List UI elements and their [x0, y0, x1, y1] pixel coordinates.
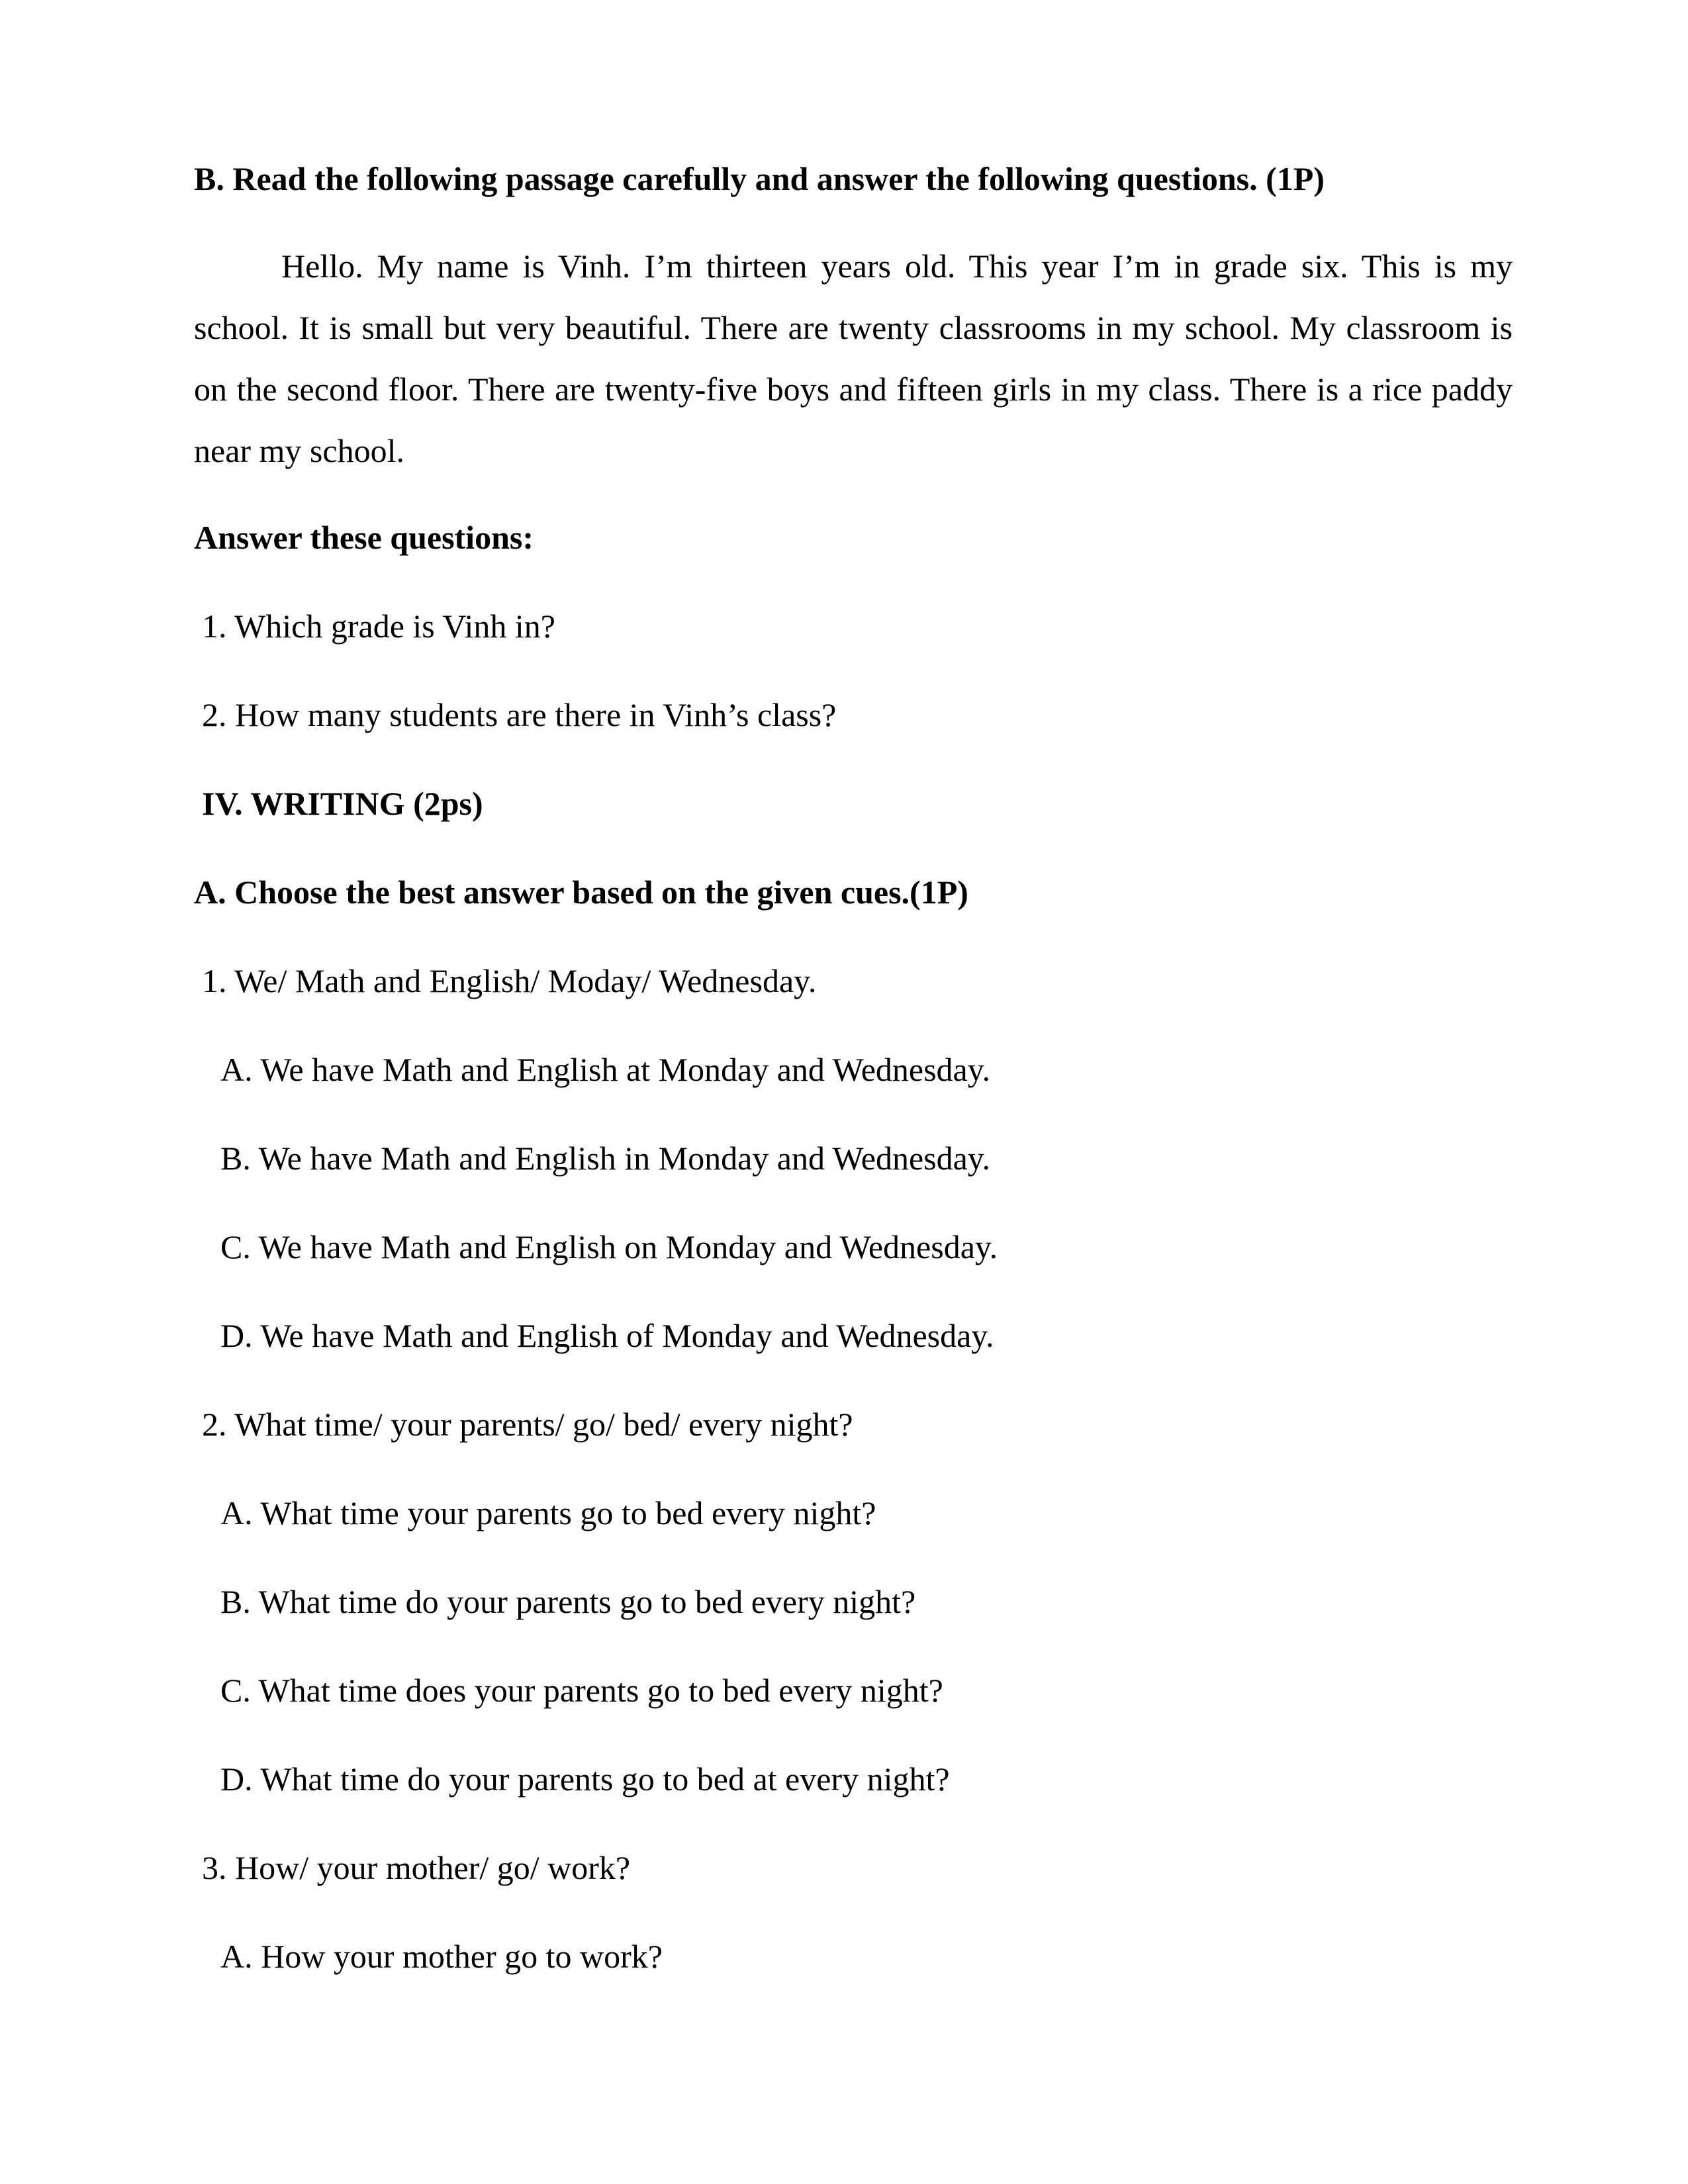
writing-q1-option-a: A. We have Math and English at Monday and Wednesday.: [220, 1051, 990, 1088]
part-a-heading: A. Choose the best answer based on the given cues.(1P): [194, 874, 968, 911]
question-2: 2. How many students are there in Vinh’s class?: [202, 696, 837, 733]
writing-q3-option-a: A. How your mother go to work?: [220, 1938, 663, 1975]
section-iv-heading: IV. WRITING (2ps): [202, 785, 483, 822]
writing-q1-option-d: D. We have Math and English of Monday and Wednesday.: [220, 1317, 994, 1354]
writing-q2-option-a: A. What time your parents go to bed every night?: [220, 1494, 876, 1531]
passage-text: Hello. My name is Vinh. I’m thirteen years old. This year I’m in grade six. This is my school. It is small but very beautiful. There are twenty classrooms in my school. My classroom is on the second floor. There are twenty-five boys and fifteen girls in my class. There is a rice paddy near my school.: [194, 248, 1513, 469]
writing-q2-option-c: C. What time does your parents go to bed every night?: [220, 1672, 943, 1709]
section-b-heading: B. Read the following passage carefully and answer the following questions. (1P): [194, 160, 1325, 197]
answer-questions-heading: Answer these questions:: [194, 519, 534, 556]
writing-q2-option-b: B. What time do your parents go to bed every night?: [220, 1583, 916, 1620]
writing-question-3-cue: 3. How/ your mother/ go/ work?: [202, 1849, 631, 1886]
writing-q1-option-b: B. We have Math and English in Monday and Wednesday.: [220, 1140, 991, 1177]
writing-q2-option-d: D. What time do your parents go to bed at every night?: [220, 1760, 950, 1797]
question-1: 1. Which grade is Vinh in?: [202, 608, 555, 645]
writing-question-1-cue: 1. We/ Math and English/ Moday/ Wednesday.: [202, 962, 817, 999]
writing-question-2-cue: 2. What time/ your parents/ go/ bed/ every night?: [202, 1406, 853, 1443]
writing-q1-option-c: C. We have Math and English on Monday and Wednesday.: [220, 1228, 998, 1265]
reading-passage: [194, 236, 1513, 482]
